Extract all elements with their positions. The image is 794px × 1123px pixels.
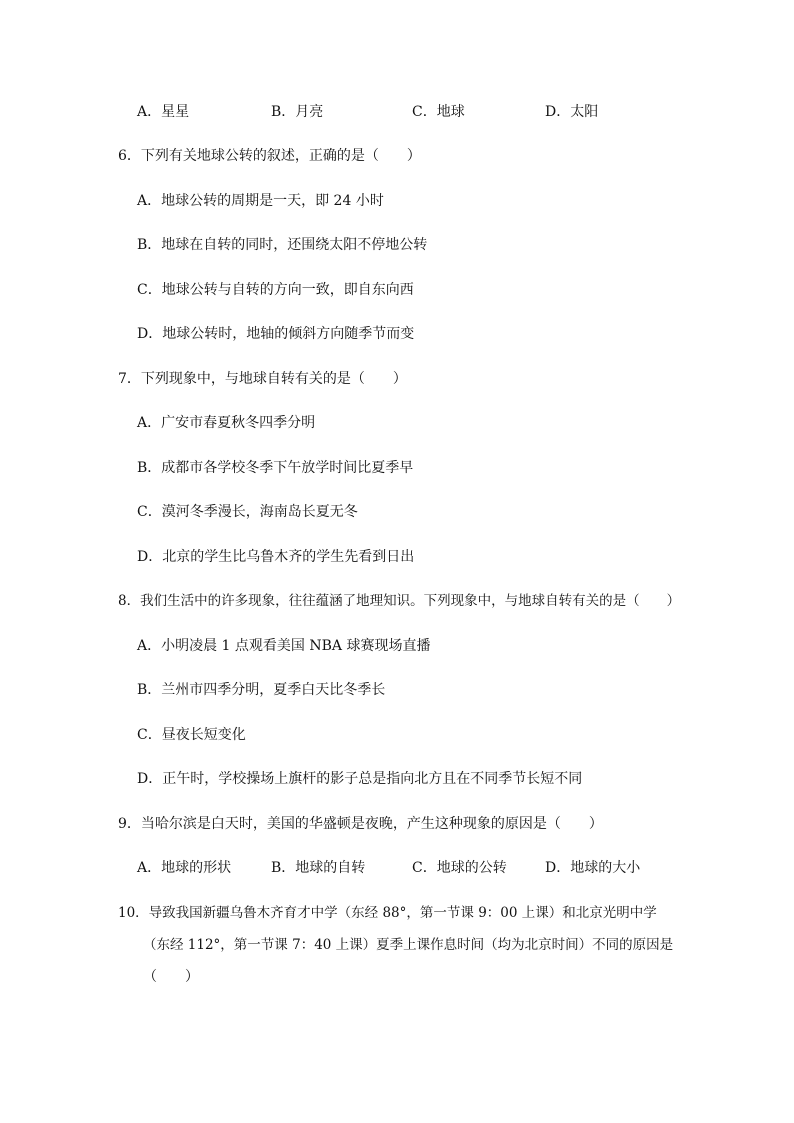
q9-options-row: [0, 858, 794, 878]
q7-option-a: A．广安市春夏秋冬四季分明: [137, 415, 316, 431]
q6-stem: 6．下列有关地球公转的叙述，正确的是（ ）: [118, 148, 421, 164]
q5-option-a: A．星星: [137, 104, 190, 120]
q9-stem: 9．当哈尔滨是白天时，美国的华盛顿是夜晚，产生这种现象的原因是（ ）: [118, 816, 603, 832]
q6-option-b: B．地球在自转的同时，还围绕太阳不停地公转: [137, 237, 428, 253]
q8-option-a: A．小明凌晨 1 点观看美国 NBA 球赛现场直播: [137, 638, 431, 654]
q9-option-d: D．地球的大小: [545, 860, 641, 876]
q5-option-c: C．地球: [412, 104, 465, 120]
q5-option-d: D．太阳: [545, 104, 599, 120]
q10-stem-line-1: 10．导致我国新疆乌鲁木齐育才中学（东经 88°，第一节课 9：00 上课）和北京光明中学: [118, 905, 657, 921]
q9-option-b: B．地球的自转: [271, 860, 366, 876]
q7-option-d: D．北京的学生比乌鲁木齐的学生先看到日出: [137, 549, 415, 565]
q8-stem: 8．我们生活中的许多现象，往往蕴涵了地理知识。下列现象中，与地球自转有关的是（ ）: [118, 593, 681, 609]
q8-option-b: B．兰州市四季分明，夏季白天比冬季长: [137, 682, 386, 698]
q10-stem-line-2: （东经 112°，第一节课 7：40 上课）夏季上课作息时间（均为北京时间）不同的原因是: [143, 937, 674, 953]
q8-option-c: C．昼夜长短变化: [137, 727, 246, 743]
q6-option-a: A．地球公转的周期是一天，即 24 小时: [137, 193, 384, 209]
q6-option-d: D．地球公转时，地轴的倾斜方向随季节而变: [137, 326, 415, 342]
q5-options-row: [0, 102, 794, 122]
q10-answer-blank: （ ）: [143, 969, 199, 985]
q8-option-d: D．正午时，学校操场上旗杆的影子总是指向北方且在不同季节长短不同: [137, 771, 583, 787]
q9-option-c: C．地球的公转: [412, 860, 507, 876]
q7-option-b: B．成都市各学校冬季下午放学时间比夏季早: [137, 460, 414, 476]
q7-option-c: C．漠河冬季漫长，海南岛长夏无冬: [137, 504, 358, 520]
q5-option-b: B．月亮: [271, 104, 324, 120]
q6-option-c: C．地球公转与自转的方向一致，即自东向西: [137, 282, 414, 298]
q7-stem: 7．下列现象中，与地球自转有关的是（ ）: [118, 371, 407, 387]
q9-option-a: A．地球的形状: [137, 860, 232, 876]
